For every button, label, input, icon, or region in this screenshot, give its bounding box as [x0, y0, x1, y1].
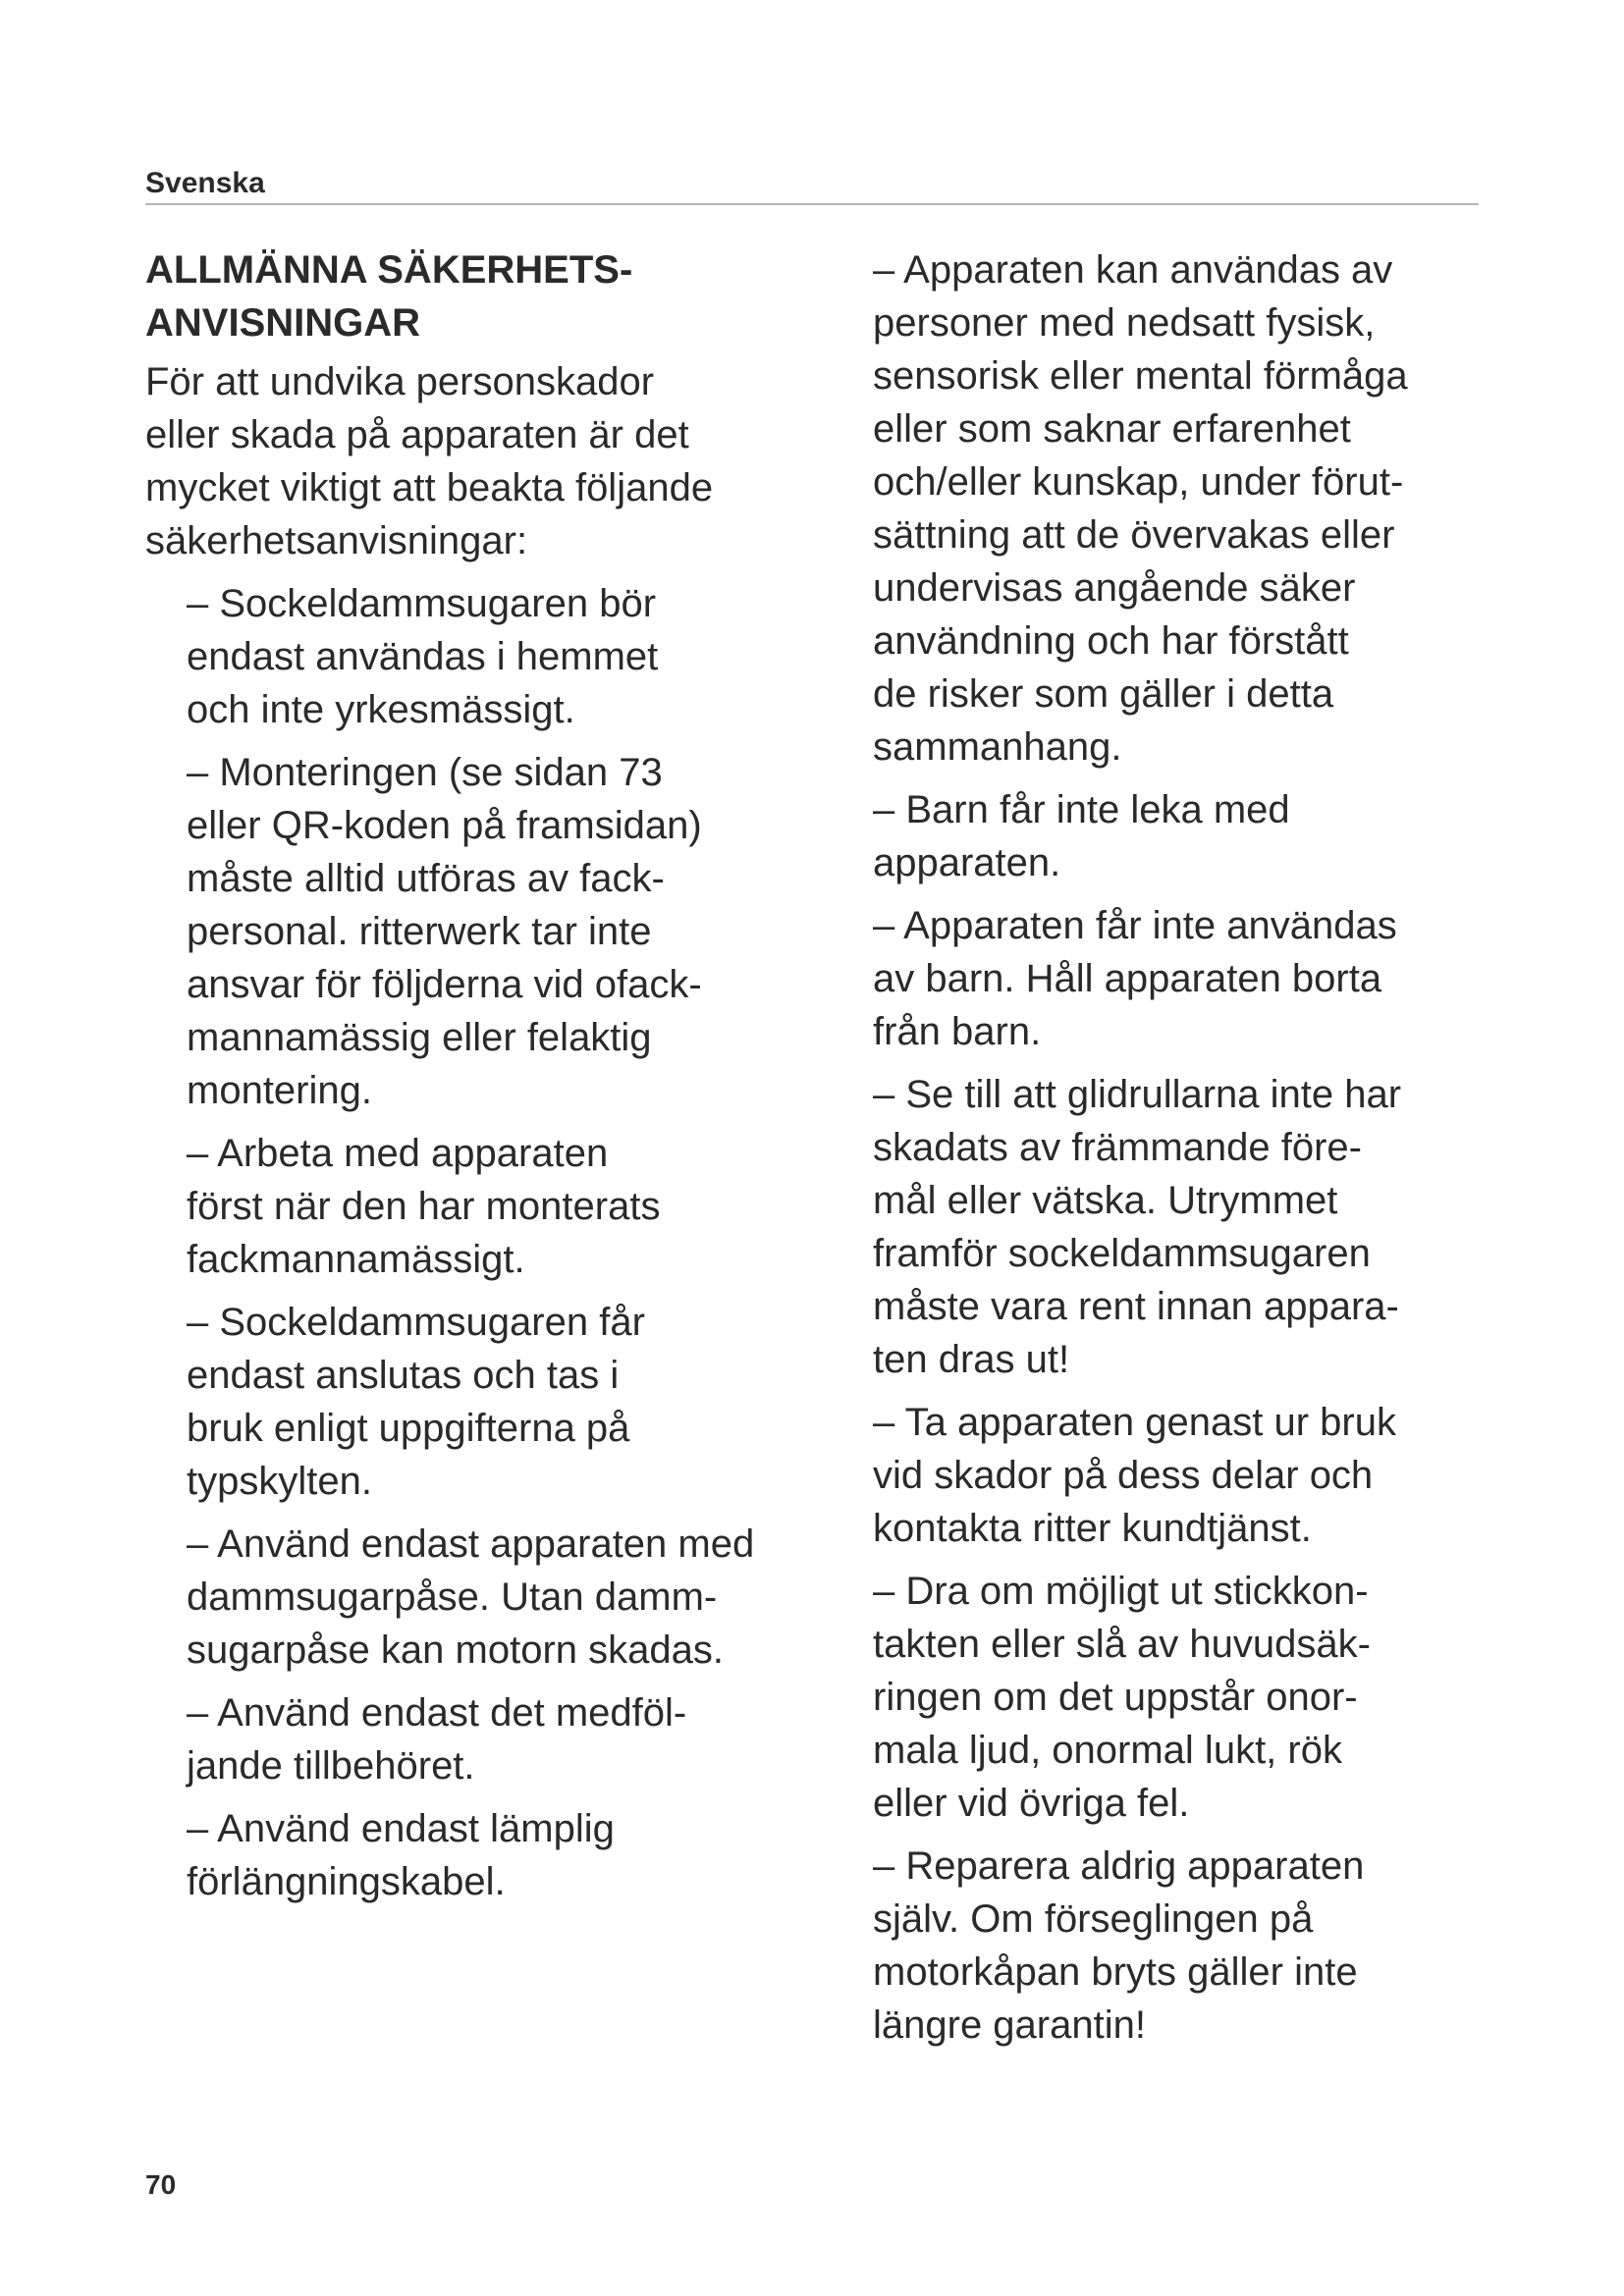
- safety-item: – Apparaten kan användas av personer med nedsatt fysisk, sensorisk eller mental förmåga eller som saknar erfarenhet och/eller kunskap, under förut- sättning att de övervakas eller undervisas angående säker användning och har förstått de risker som gäller i detta sammanhang.: [873, 248, 1408, 769]
- header-divider: [145, 203, 1479, 205]
- page-number: 70: [145, 2169, 177, 2200]
- page-language-label: Svenska: [145, 167, 265, 199]
- safety-item: – Apparaten får inte användas av barn. Håll apparaten borta från barn.: [873, 904, 1397, 1053]
- safety-item: – Använd endast apparaten med dammsugarpåse. Utan damm- sugarpåse kan motorn skadas.: [187, 1522, 755, 1672]
- safety-item: – Ta apparaten genast ur bruk vid skador på dess delar och kontakta ritter kundtjänst.: [873, 1401, 1396, 1550]
- section-intro: För att undvika personskador eller skada på apparaten är det mycket viktigt att beakta följande säkerhetsanvisningar:: [145, 360, 714, 562]
- right-column: [873, 243, 1491, 2061]
- safety-item: – Sockeldammsugaren får endast anslutas och tas i bruk enligt uppgifterna på typskylten.: [187, 1301, 645, 1503]
- safety-item: – Arbeta med apparaten först när den har monterats fackmannamässigt.: [187, 1132, 661, 1281]
- safety-item: – Monteringen (se sidan 73 eller QR-koden på framsidan) måste alltid utföras av fack- personal. ritterwerk tar inte ansvar för följderna vid ofack- mannamässig eller felaktig montering.: [187, 751, 702, 1112]
- safety-item: – Använd endast lämplig förlängningskabel.: [187, 1807, 615, 1903]
- safety-item: – Dra om möjligt ut stickkon- takten eller slå av huvudsäk- ringen om det uppstår onor- mala ljud, onormal lukt, rök eller vid övriga fel.: [873, 1570, 1371, 1825]
- safety-item: – Barn får inte leka med apparaten.: [873, 788, 1290, 884]
- safety-item: – Sockeldammsugaren bör endast användas i hemmet och inte yrkesmässigt.: [187, 582, 659, 731]
- section-heading: ALLMÄNNA SÄKERHETS- ANVISNINGAR: [145, 248, 633, 345]
- safety-item: – Reparera aldrig apparaten själv. Om förseglingen på motorkåpan bryts gäller inte längre garantin!: [873, 1844, 1365, 2047]
- safety-item: – Använd endast det medföl- jande tillbehöret.: [187, 1691, 687, 1788]
- left-column: [145, 243, 833, 1908]
- safety-item: – Se till att glidrullarna inte har skadats av främmande före- mål eller vätska. Utrymmet framför sockeldammsugaren måste vara rent innan appara- ten dras ut!: [873, 1073, 1402, 1381]
